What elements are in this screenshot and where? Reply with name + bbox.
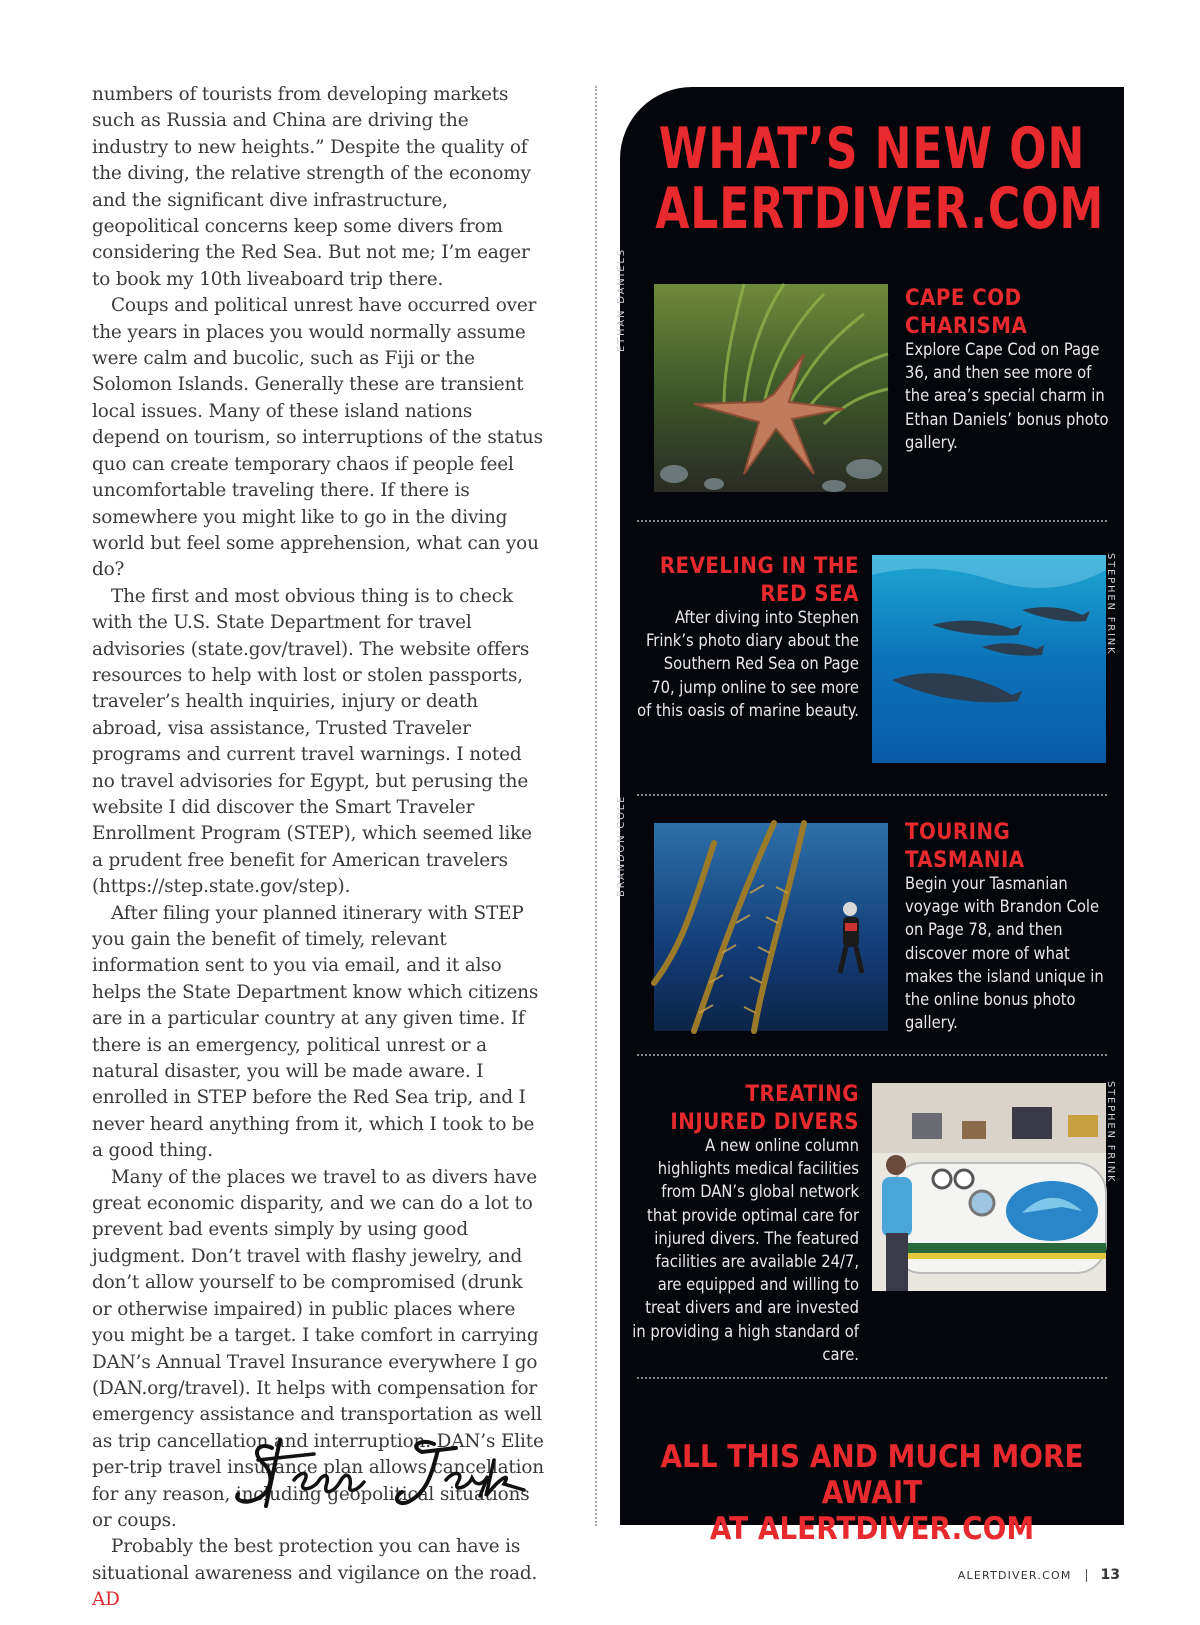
dolphins-photo [872,555,1106,763]
story-body: After diving into Stephen Frink’s photo diary about the Southern Red Sea on Page 70, jump online to see more of this oasis of marine beauty. [637,608,859,720]
story-heading-line-2: RED SEA [760,582,859,607]
panel-title [655,116,1105,242]
photo-credit: BRANDON COLE [616,794,627,897]
photo-credit: ETHAN DANIELS [616,248,627,352]
story-heading [640,553,859,609]
story-heading-line-2: INJURED DIVERS [670,1110,859,1135]
story-heading-line-1: CAPE COD [905,286,1022,311]
page-footer [958,1567,1120,1583]
panel-title-line-2: ALERTDIVER.COM [655,176,1105,242]
story-heading [630,1081,859,1137]
column-divider [595,86,597,1526]
photo-credit: STEPHEN FRINK [1105,1081,1116,1184]
story-heading-line-1: TOURING [905,820,1011,845]
end-mark: AD [92,1589,120,1611]
dotted-divider [637,794,1107,796]
story-body: Explore Cape Cod on Page 36, and then see more of the area’s special charm in Ethan Daniels’ bonus photo gallery. [905,340,1109,452]
page-number: 13 [1100,1567,1120,1583]
story-body: A new online column highlights medical facilities from DAN’s global network that provide optimal care for injured divers. The featured facilities are available 24/7, are equipped and willing to treat divers and are invested in providing a high standard of care. [632,1136,859,1364]
article-body [92,82,544,1614]
dotted-divider [637,1054,1107,1056]
story-heading [905,819,1025,875]
story-heading-line-2: TASMANIA [905,848,1025,873]
story-heading [905,285,1027,341]
article-paragraph: numbers of tourists from developing markets such as Russia and China are driving the industry to new heights.” Despite the quality of the diving, the relative strength of the economy and the significant dive infrastructure, geopolitical concerns keep some divers from considering the Red Sea. But not me; I’m eager to book my 10th liveaboard trip there. [92,84,531,290]
article-paragraph: After filing your planned itinerary with STEP you gain the benefit of timely, relevant information sent to you via email, and it also helps the State Department know which citizens are in a particular country at any given time. If there is an emergency, political unrest or a natural disaster, you will be made aware. I enrolled in STEP before the Red Sea trip, and I never heard anything from it, which I took to be a good thing. [92,902,539,1162]
story-heading-line-1: REVELING IN THE [659,554,859,579]
story-body: Begin your Tasmanian voyage with Brandon Cole on Page 78, and then discover more of what makes the island unique in the online bonus photo gallery. [905,874,1104,1033]
last-paragraph-text: Probably the best protection you can have is situational awareness and vigilance on the road. [92,1536,538,1584]
footer-site: ALERTDIVER.COM [957,1568,1072,1582]
author-signature [232,1420,552,1520]
footer-separator [1086,1569,1087,1582]
hyperbaric-chamber-photo [872,1083,1106,1291]
panel-footer-line-1: ALL THIS AND MUCH MORE AWAIT [660,1439,1084,1511]
panel-title-line-1: WHAT’S NEW ON [658,116,1086,182]
kelp-diver-photo [654,823,888,1031]
story-heading-line-1: TREATING [745,1082,859,1107]
whats-new-panel [616,87,1124,1547]
story-heading-line-2: CHARISMA [905,314,1028,339]
panel-footer-line-2: AT ALERTDIVER.COM [709,1511,1035,1547]
article-paragraph: Many of the places we travel to as divers have great economic disparity, and we can do a lot to prevent bad events simply by using good judgment. Don’t travel with flashy jewelry, and don’t allow yourself to be compromised (drunk or otherwise impaired) in public places where you might be a target. I take comfort in carrying DAN’s Annual Travel Insurance everywhere I go (DAN.org/travel). It helps with compensation for emergency assistance and transportation as well as trip cancellation and interruption. DAN’s Elite per-trip travel insurance plan allows cancellation for any reason, including geopolitical situations or coups. [92,1166,544,1531]
panel-footer [620,1439,1124,1547]
starfish-photo [654,284,888,492]
article-paragraph: The first and most obvious thing is to check with the U.S. State Department for travel advisories (state.gov/travel). The website offers resources to help with lost or stolen passports, traveler’s health inquiries, injury or death abroad, visa assistance, Trusted Traveler programs and current travel warnings. I noted no travel advisories for Egypt, but perusing the website I did discover the Smart Traveler Enrollment Program (STEP), which seemed like a prudent free benefit for American travelers (https://step.state.gov/step). [92,585,532,898]
dotted-divider [637,1377,1107,1379]
article-paragraph: Coups and political unrest have occurred over the years in places you would normally assume were calm and bucolic, such as Fiji or the Solomon Islands. Generally these are transient local issues. Many of these island nations depend on tourism, so interruptions of the status quo can create temporary chaos if people feel uncomfortable traveling there. If there is somewhere you might like to go in the diving world but feel some apprehension, what can you do? [92,295,543,581]
article-paragraph-last [92,1534,544,1613]
photo-credit: STEPHEN FRINK [1105,553,1116,656]
dotted-divider [637,520,1107,522]
